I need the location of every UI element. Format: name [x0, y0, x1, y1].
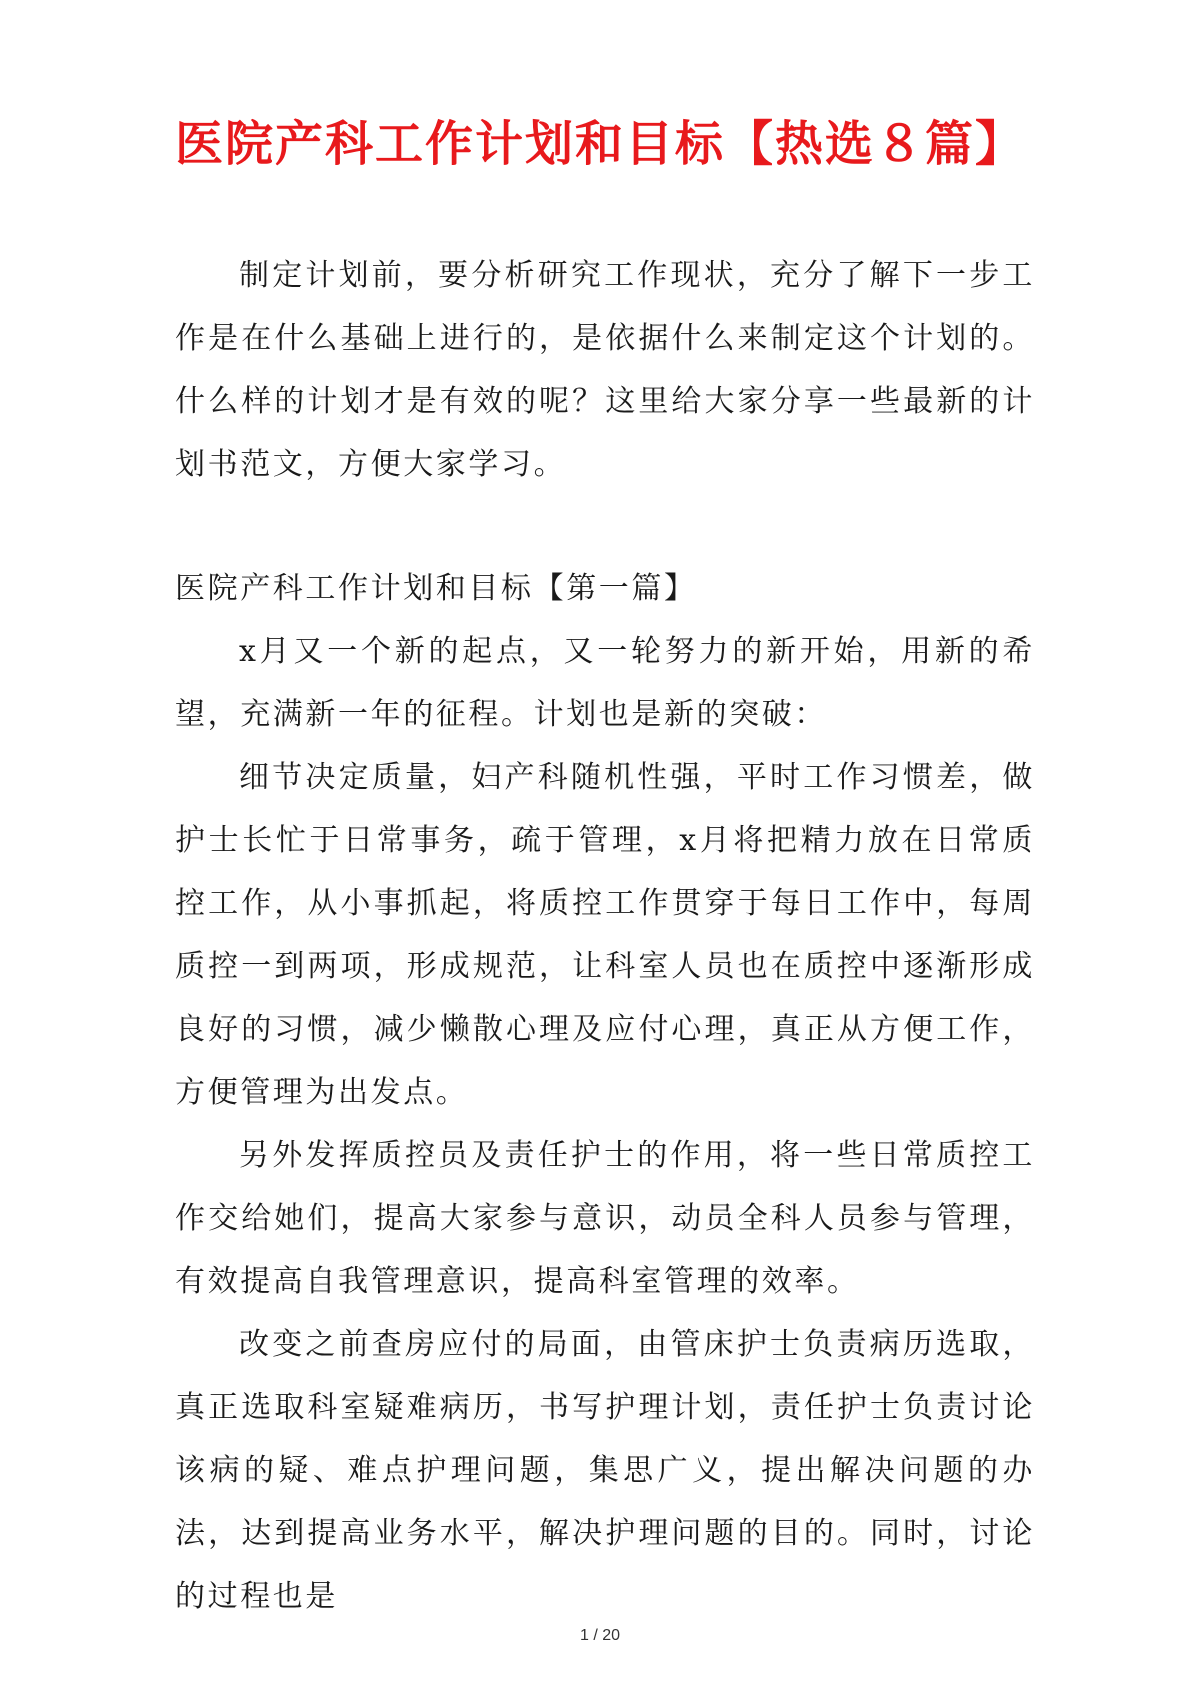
page-number: 1 / 20: [579, 1627, 621, 1644]
body-paragraph: 改变之前查房应付的局面，由管床护士负责病历选取，真正选取科室疑难病历，书写护理计划，责任护士负责讨论该病的疑、难点护理问题，集思广义，提出解决问题的办法，达到提高业务水平，解决护理问题的目的。同时，讨论的过程也是: [175, 1327, 1035, 1614]
body-paragraph: x月又一个新的起点，又一轮努力的新开始，用新的希望，充满新一年的征程。计划也是新的突破：: [175, 634, 1035, 732]
body-paragraph: 细节决定质量，妇产科随机性强，平时工作习惯差，做护士长忙于日常事务，疏于管理，x月将把精力放在日常质控工作，从小事抓起，将质控工作贯穿于每日工作中，每周质控一到两项，形成规范，让科室人员也在质控中逐渐形成良好的习惯，减少懒散心理及应付心理，真正从方便工作，方便管理为出发点。: [175, 760, 1035, 1110]
section-heading: 医院产科工作计划和目标【第一篇】: [175, 571, 697, 606]
body-paragraph: 另外发挥质控员及责任护士的作用，将一些日常质控工作交给她们，提高大家参与意识，动员全科人员参与管理，有效提高自我管理意识，提高科室管理的效率。: [175, 1138, 1035, 1299]
document-title: 医院产科工作计划和目标【热选８篇】: [174, 116, 1025, 172]
intro-paragraph: 制定计划前，要分析研究工作现状，充分了解下一步工作是在什么基础上进行的，是依据什么来制定这个计划的。什么样的计划才是有效的呢？这里给大家分享一些最新的计划书范文，方便大家学习。: [175, 258, 1035, 482]
